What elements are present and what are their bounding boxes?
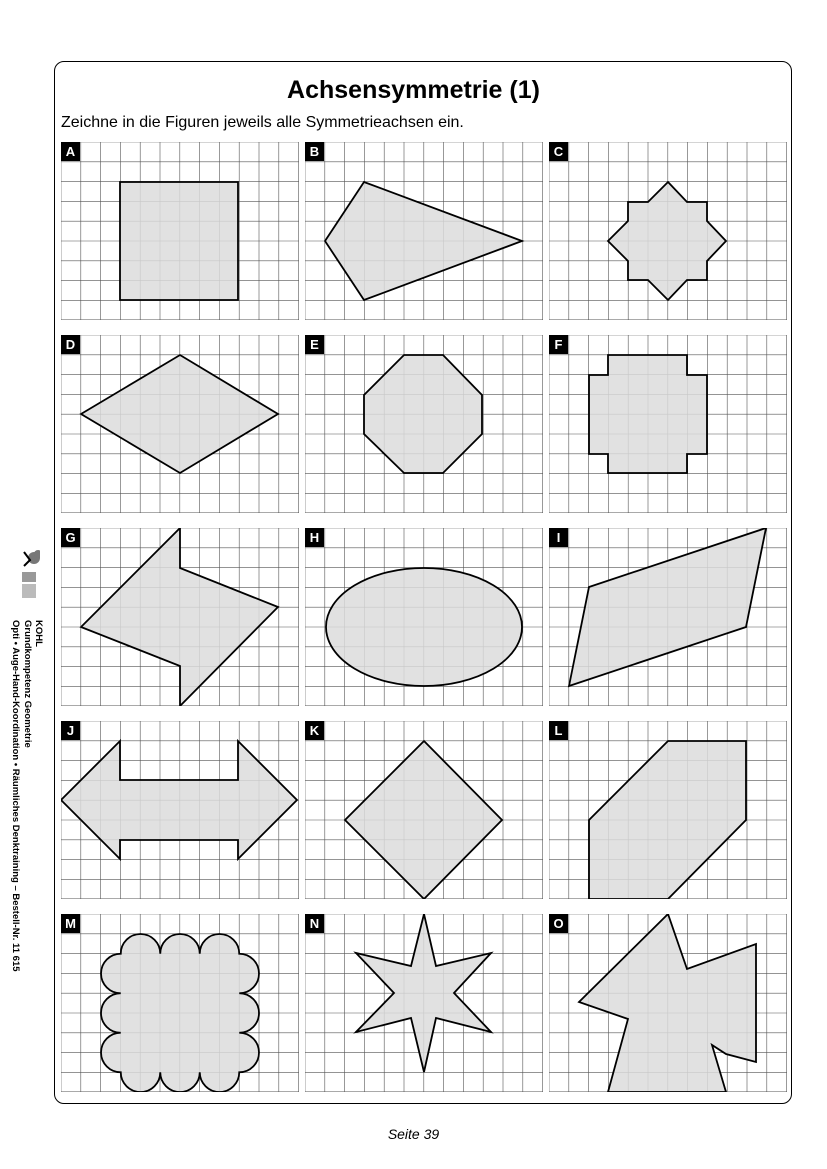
figure-shape-eight-point-star [608, 182, 726, 300]
figure-panel-j [61, 721, 299, 899]
figure-shape-octagon [364, 355, 482, 473]
figure-panel-e [305, 335, 543, 513]
figure-shape-rhombus [81, 355, 278, 473]
page-title: Achsensymmetrie (1) [287, 76, 540, 104]
grid-g [61, 528, 299, 706]
figure-label: I [549, 528, 568, 547]
grid-h [305, 528, 543, 706]
figure-panel-n [305, 914, 543, 1092]
figure-shape-cross [589, 355, 707, 473]
grid-f [549, 335, 787, 513]
figure-shape-irregular-polygon [579, 914, 756, 1092]
figure-label: O [549, 914, 568, 933]
grid-d [61, 335, 299, 513]
figure-panel-i [549, 528, 787, 706]
figure-shape-tilted-square [345, 741, 502, 899]
grid-c [549, 142, 787, 320]
figure-label: H [305, 528, 324, 547]
figure-panel-g [61, 528, 299, 706]
figure-shape-square [120, 182, 238, 300]
figure-label: D [61, 335, 80, 354]
sidebar-line-1: Grundkompetenz Geometrie [22, 620, 33, 748]
sidebar-publisher: KOHL [33, 620, 44, 647]
grid-k [305, 721, 543, 899]
figure-panel-m [61, 914, 299, 1092]
figure-panel-k [305, 721, 543, 899]
sidebar-line-2: Opti • Auge-Hand-Koordination • Räumliches Denktraining – Bestell-Nr. 11 615 [10, 620, 21, 972]
figure-shape-ellipse [326, 568, 522, 686]
figure-panel-c [549, 142, 787, 320]
figure-label: F [549, 335, 568, 354]
figure-label: N [305, 914, 324, 933]
instruction-text: Zeichne in die Figuren jeweils alle Symmetrieachsen ein. [61, 114, 464, 131]
figure-label: L [549, 721, 568, 740]
figure-label: C [549, 142, 568, 161]
figure-shape-arrow-chevron [81, 528, 278, 706]
figure-label: K [305, 721, 324, 740]
grid-n [305, 914, 543, 1092]
figure-label: E [305, 335, 324, 354]
page-number: Seite 39 [387, 1126, 440, 1142]
figure-panel-f [549, 335, 787, 513]
figure-label: G [61, 528, 80, 547]
figure-panel-h [305, 528, 543, 706]
grid-b [305, 142, 543, 320]
figure-panel-o [549, 914, 787, 1092]
figure-label: A [61, 142, 80, 161]
figure-panel-a [61, 142, 299, 320]
figure-label: J [61, 721, 80, 740]
sidebar-text [10, 620, 44, 972]
grid-o [549, 914, 787, 1092]
grid-l [549, 721, 787, 899]
grid-j [61, 721, 299, 899]
grid-i [549, 528, 787, 706]
grid-m [61, 914, 299, 1092]
figure-panel-l [549, 721, 787, 899]
figure-panel-b [305, 142, 543, 320]
figure-shape-double-arrow [61, 741, 297, 859]
grid-e [305, 335, 543, 513]
figure-label: M [61, 914, 80, 933]
figure-shape-cloud [101, 934, 259, 1092]
figure-shape-hexagon [589, 741, 746, 899]
figure-panel-d [61, 335, 299, 513]
figure-label: B [305, 142, 324, 161]
grid-a [61, 142, 299, 320]
